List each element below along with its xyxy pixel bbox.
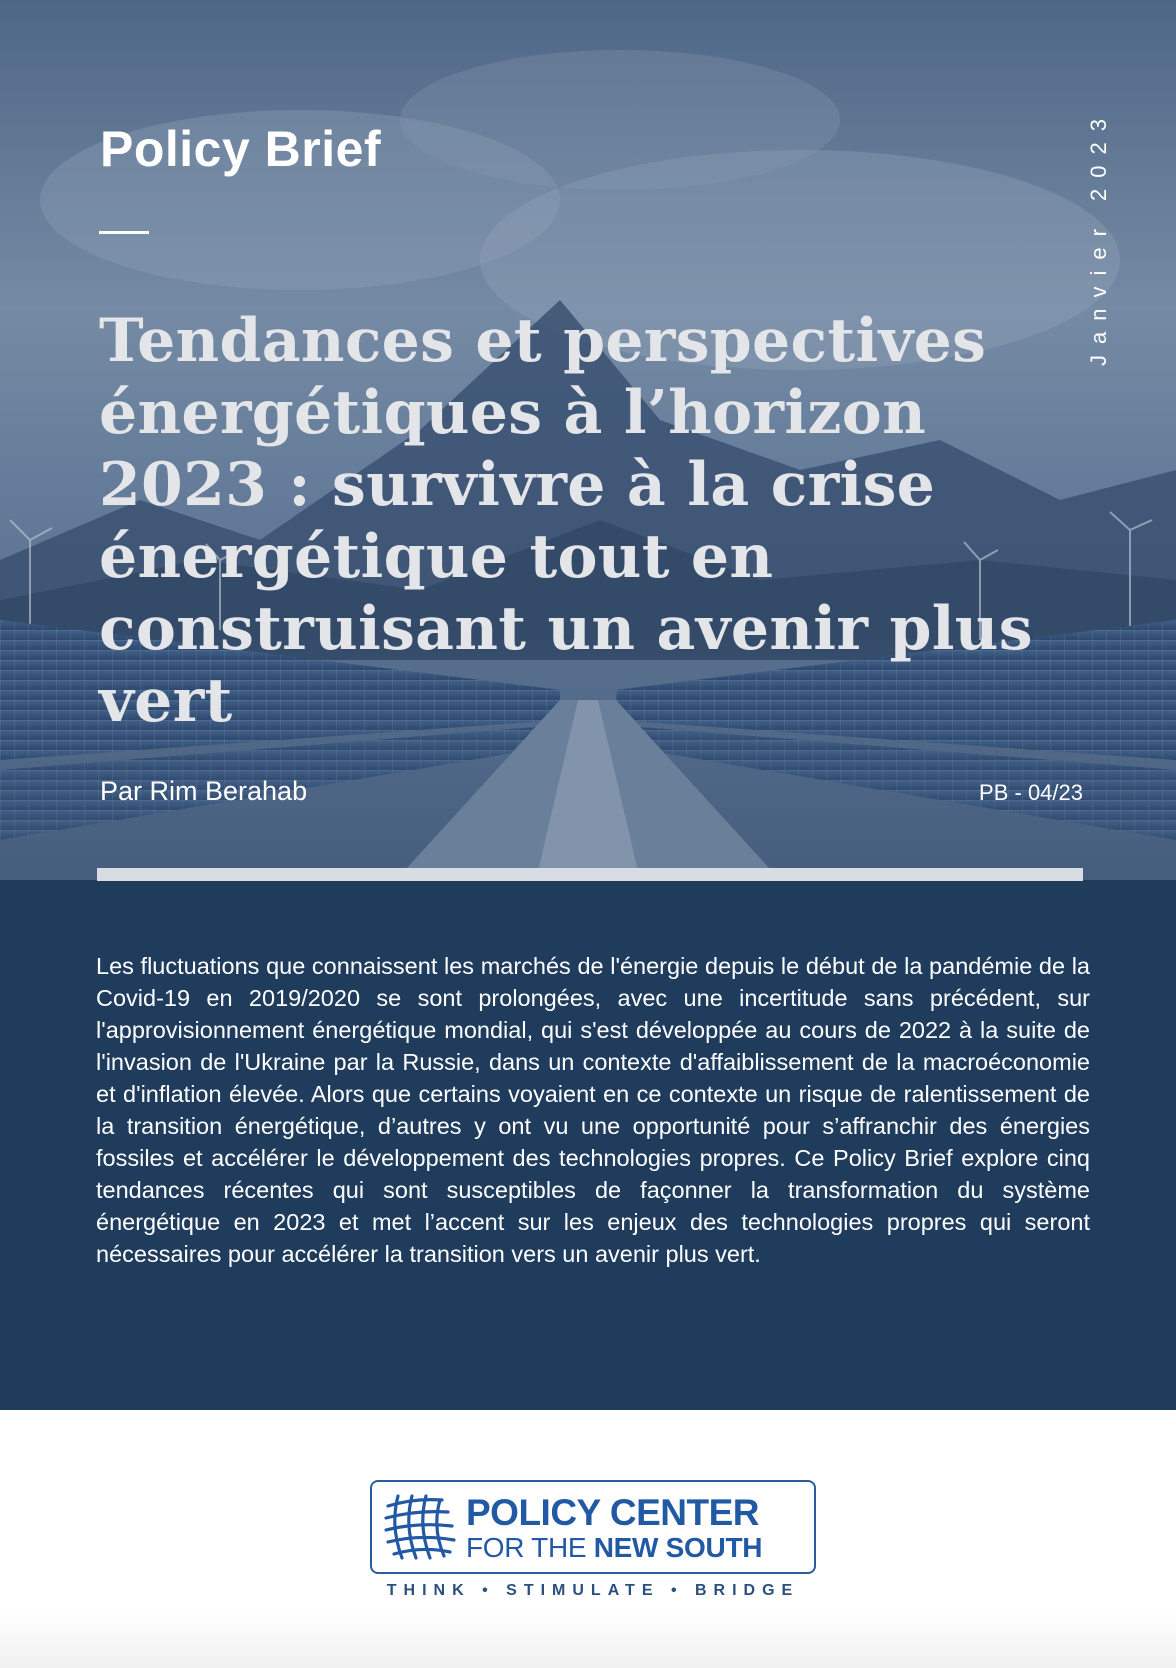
logo-line2-bold: NEW SOUTH [593, 1532, 763, 1563]
logo-name-line2 [466, 1532, 762, 1564]
author-byline: Par Rim Berahab [100, 776, 308, 806]
logo-tagline: THINK • STIMULATE • BRIDGE [386, 1582, 800, 1599]
title-divider [99, 231, 149, 234]
organization-logo [370, 1480, 816, 1574]
publication-date: Janvier 2023 [1086, 108, 1111, 366]
summary-section [0, 880, 1176, 1410]
summary-text: Les fluctuations que connaissent les marchés de l'énergie depuis le début de la pandémie de la Covid-19 en 2019/2020 se sont prolongées, avec une incertitude sans précédent, sur l'approvisionnement énergétique mondial, qui s'est développée au cours de 2022 à la suite de l'invasion de l'Ukraine par la Russie, dans un contexte d'affaiblissement de la macroéconomie et d'inflation élevée. Alors que certains voyaient en ce contexte un risque de ralentissement de la transition énergétique, d’autres y ont vu une opportunité pour s’affranchir des énergies fossiles et accélérer le développement des technologies propres. Ce Policy Brief explore cinq tendances récentes qui sont susceptibles de façonner la transformation du système énergétique en 2023 et met l’accent sur les enjeux des technologies propres qui seront nécessaires pour accélérer la transition vers un avenir plus vert. [96, 953, 1090, 1267]
logo-name-line1: POLICY CENTER [466, 1492, 759, 1533]
document-type-label: Policy Brief [100, 121, 382, 177]
globe-grid-icon [384, 1492, 460, 1562]
separator-bar [97, 868, 1083, 881]
page-bottom-shadow [0, 1610, 1176, 1668]
document-title: Tendances et perspectives énergétiques à l’horizon 2023 : survivre à la crise énergétique tout en construisant un avenir plus vert [99, 306, 1033, 736]
document-reference: PB - 04/23 [979, 780, 1083, 805]
logo-line2-prefix: FOR THE [466, 1532, 594, 1563]
